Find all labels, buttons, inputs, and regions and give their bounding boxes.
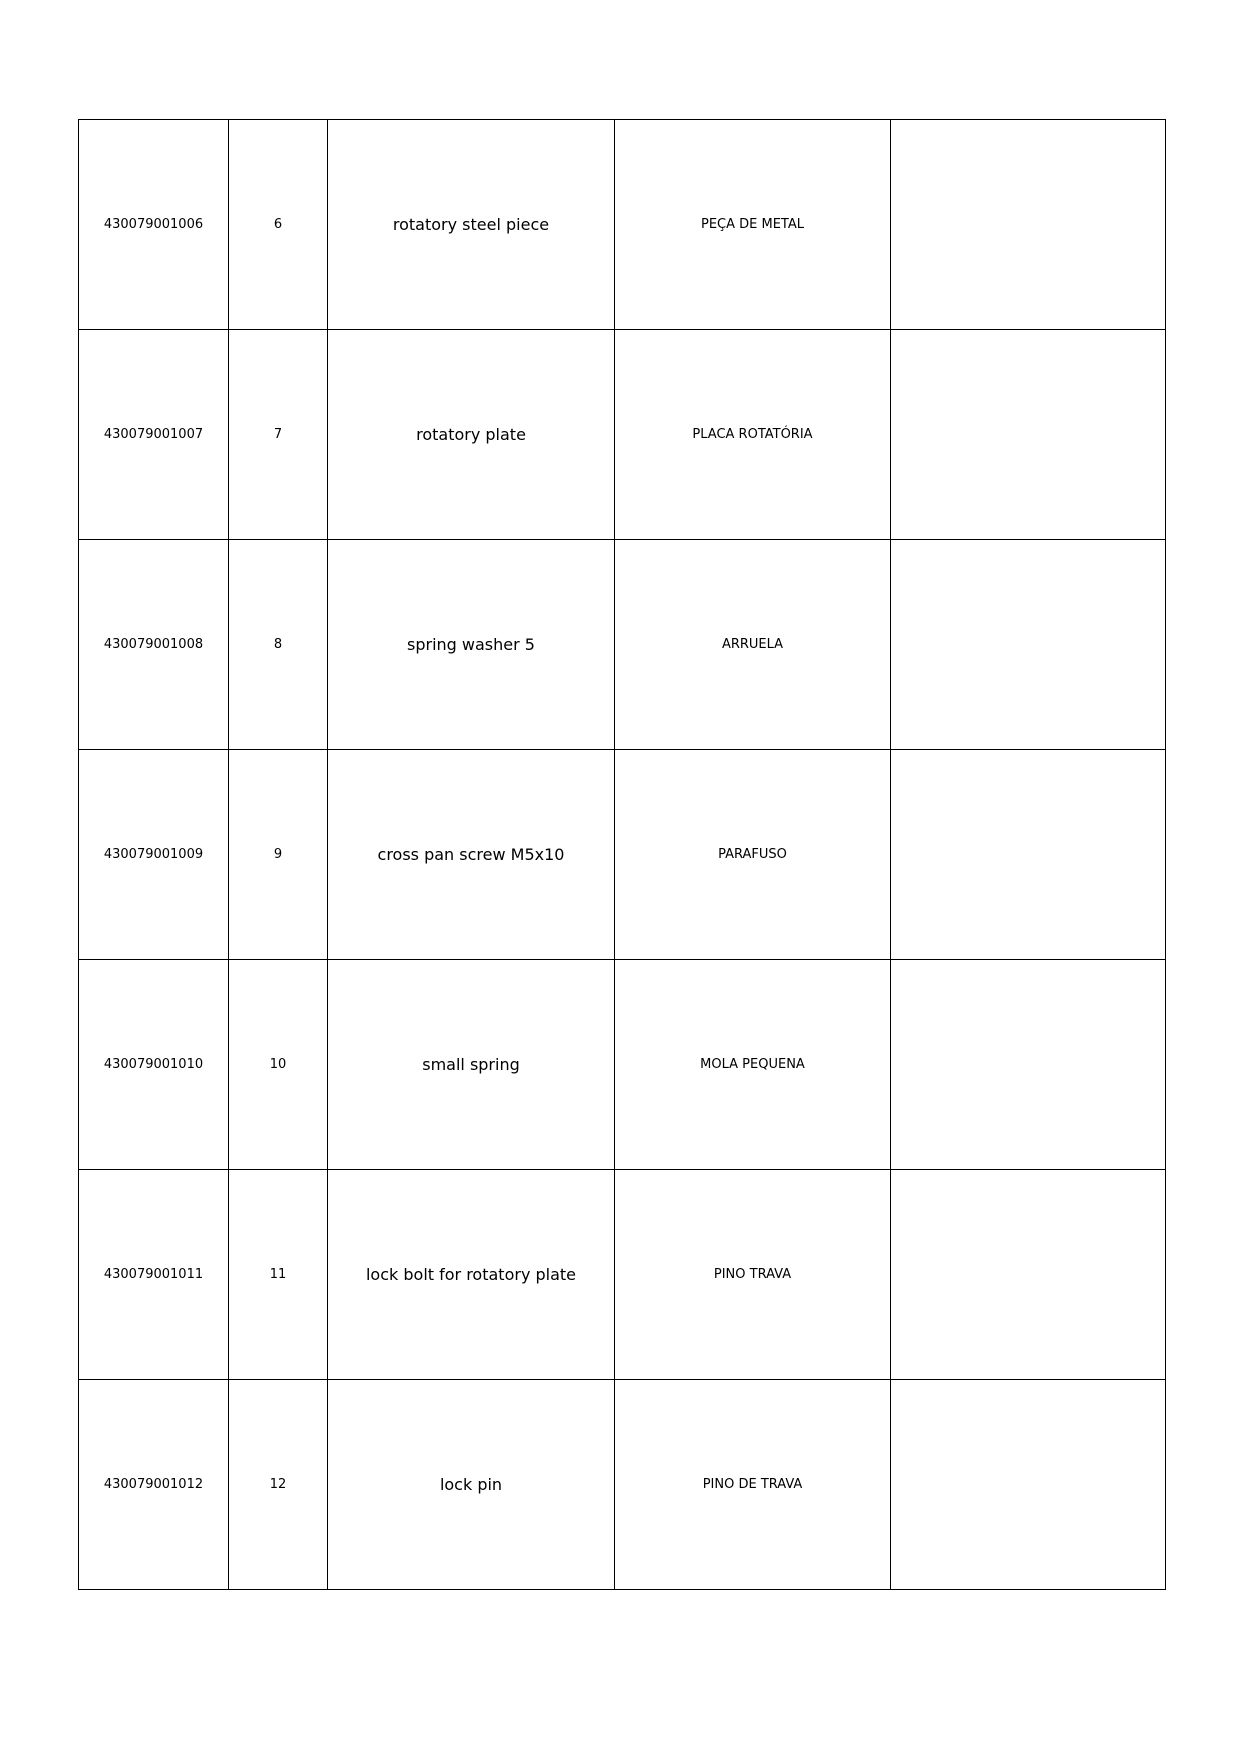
description-en-cell: cross pan screw M5x10 xyxy=(328,750,615,960)
item-number-cell: 11 xyxy=(229,1170,328,1380)
parts-table xyxy=(78,119,1166,1590)
description-pt-cell: PINO DE TRAVA xyxy=(615,1380,891,1590)
table-row xyxy=(79,750,1166,960)
description-pt-cell: ARRUELA xyxy=(615,540,891,750)
description-en-cell: lock pin xyxy=(328,1380,615,1590)
item-number-cell: 8 xyxy=(229,540,328,750)
description-en-cell: small spring xyxy=(328,960,615,1170)
blank-cell xyxy=(891,1170,1166,1380)
part-code-cell: 430079001006 xyxy=(79,120,229,330)
description-pt-cell: PARAFUSO xyxy=(615,750,891,960)
item-number-cell: 12 xyxy=(229,1380,328,1590)
item-number-cell: 6 xyxy=(229,120,328,330)
description-pt-cell: PEÇA DE METAL xyxy=(615,120,891,330)
blank-cell xyxy=(891,960,1166,1170)
description-en-cell: rotatory steel piece xyxy=(328,120,615,330)
table-row xyxy=(79,330,1166,540)
part-code-cell: 430079001012 xyxy=(79,1380,229,1590)
blank-cell xyxy=(891,1380,1166,1590)
blank-cell xyxy=(891,120,1166,330)
description-pt-cell: PLACA ROTATÓRIA xyxy=(615,330,891,540)
part-code-cell: 430079001008 xyxy=(79,540,229,750)
description-en-cell: rotatory plate xyxy=(328,330,615,540)
table-row xyxy=(79,1170,1166,1380)
description-pt-cell: MOLA PEQUENA xyxy=(615,960,891,1170)
table-row xyxy=(79,960,1166,1170)
blank-cell xyxy=(891,540,1166,750)
part-code-cell: 430079001009 xyxy=(79,750,229,960)
blank-cell xyxy=(891,330,1166,540)
table-row xyxy=(79,1380,1166,1590)
item-number-cell: 10 xyxy=(229,960,328,1170)
part-code-cell: 430079001007 xyxy=(79,330,229,540)
table-row xyxy=(79,540,1166,750)
part-code-cell: 430079001010 xyxy=(79,960,229,1170)
item-number-cell: 9 xyxy=(229,750,328,960)
table-row xyxy=(79,120,1166,330)
description-en-cell: spring washer 5 xyxy=(328,540,615,750)
blank-cell xyxy=(891,750,1166,960)
part-code-cell: 430079001011 xyxy=(79,1170,229,1380)
description-en-cell: lock bolt for rotatory plate xyxy=(328,1170,615,1380)
item-number-cell: 7 xyxy=(229,330,328,540)
description-pt-cell: PINO TRAVA xyxy=(615,1170,891,1380)
